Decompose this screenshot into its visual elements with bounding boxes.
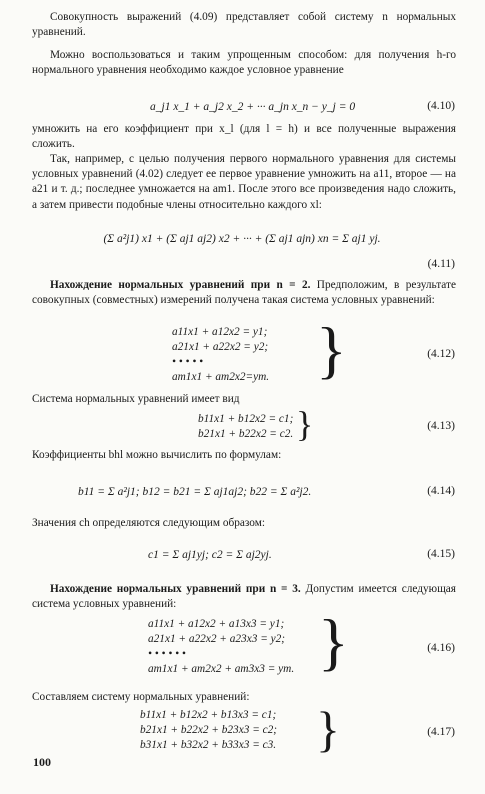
equation-4-15: c1 = Σ aj1yj; c2 = Σ aj2yj.	[148, 549, 272, 561]
paragraph-4: Так, например, с целью получения первого нормального уравнения для системы условных уравнений (4.02) следует ее первое уравнение умножить на a11, второе — на a21 и т. д.; последнее умножается на am1. После этого все произведения надо сложить, а затем привести подобные члены относительно каждого xl:	[32, 153, 456, 211]
system-4-13-line: b21x1 + b22x2 = c2.	[198, 428, 294, 440]
paragraph-9	[32, 582, 456, 612]
equation-number-4-16: (4.16)	[427, 642, 455, 654]
paragraph-5	[32, 278, 456, 308]
paragraph-5-text: Предположим, в результате совокупных (совместных) измерений получена такая система условных уравнений:	[32, 279, 456, 307]
equation-number-4-15: (4.15)	[427, 548, 455, 560]
right-brace-4-16: }	[318, 606, 349, 677]
system-4-13-line: b11x1 + b12x2 = c1;	[198, 413, 294, 425]
system-4-17	[140, 708, 277, 753]
paragraph-10: Составляем систему нормальных уравнений:	[32, 691, 250, 703]
page-number: 100	[33, 755, 51, 769]
paragraph-1: Совокупность выражений (4.09) представляет собой систему n нормальных уравнений.	[32, 11, 456, 39]
system-4-16-line: • • • • • •	[148, 648, 186, 660]
system-4-16-line: am1x1 + am2x2 + am3x3 = ym.	[148, 663, 295, 675]
system-4-12	[172, 325, 269, 385]
system-4-16-line: a21x1 + a22x2 + a23x3 = y2;	[148, 633, 286, 645]
equation-4-14: b11 = Σ a²j1; b12 = b21 = Σ aj1aj2; b22 = Σ a²j2.	[78, 486, 312, 498]
paragraph-6: Система нормальных уравнений имеет вид	[32, 393, 240, 405]
system-4-12-line: am1x1 + am2x2=ym.	[172, 371, 270, 383]
system-4-17-line: b11x1 + b12x2 + b13x3 = c1;	[140, 709, 277, 721]
paragraph-7: Коэффициенты bhl можно вычислить по формулам:	[32, 449, 282, 461]
equation-number-4-17: (4.17)	[427, 726, 455, 738]
system-4-16-line: a11x1 + a12x2 + a13x3 = y1;	[148, 618, 285, 630]
paragraph-2: Можно воспользоваться и таким упрощенным способом: для получения h-го нормального уравнения необходимо каждое условное уравнение	[32, 49, 456, 77]
paragraph-8: Значения ch определяются следующим образом:	[32, 517, 266, 529]
equation-number-4-12: (4.12)	[427, 348, 455, 360]
right-brace-4-13: }	[296, 404, 314, 444]
equation-number-4-13: (4.13)	[427, 420, 455, 432]
right-brace-4-17: }	[316, 701, 340, 757]
equation-number-4-14: (4.14)	[427, 485, 455, 497]
system-4-17-line: b31x1 + b32x2 + b33x3 = c3.	[140, 739, 277, 751]
equation-4-11: (Σ a²j1) x1 + (Σ aj1 aj2) x2 + ··· + (Σ aj1 ajn) xn = Σ aj1 yj.	[103, 233, 381, 245]
system-4-16	[148, 617, 294, 677]
system-4-12-line: • • • • •	[172, 356, 204, 368]
paragraph-3: умножить на его коэффициент при x_l (для l = h) и все полученные выражения сложить.	[32, 123, 456, 151]
system-4-12-line: a11x1 + a12x2 = y1;	[172, 326, 268, 338]
equation-4-10: a_j1 x_1 + a_j2 x_2 + ··· a_jn x_n − y_j = 0	[150, 101, 356, 113]
system-4-13	[198, 412, 293, 442]
heading-n2: Нахождение нормальных уравнений при n = 2.	[50, 279, 311, 291]
system-4-17-line: b21x1 + b22x2 + b23x3 = c2;	[140, 724, 278, 736]
system-4-12-line: a21x1 + a22x2 = y2;	[172, 341, 269, 353]
right-brace-4-12: }	[316, 314, 347, 385]
equation-number-4-11: (4.11)	[427, 258, 455, 270]
equation-number-4-10: (4.10)	[427, 100, 455, 112]
paragraph-9-text: Допустим имеется следующая система условных уравнений:	[32, 583, 456, 611]
heading-n3: Нахождение нормальных уравнений при n = 3.	[50, 583, 301, 595]
